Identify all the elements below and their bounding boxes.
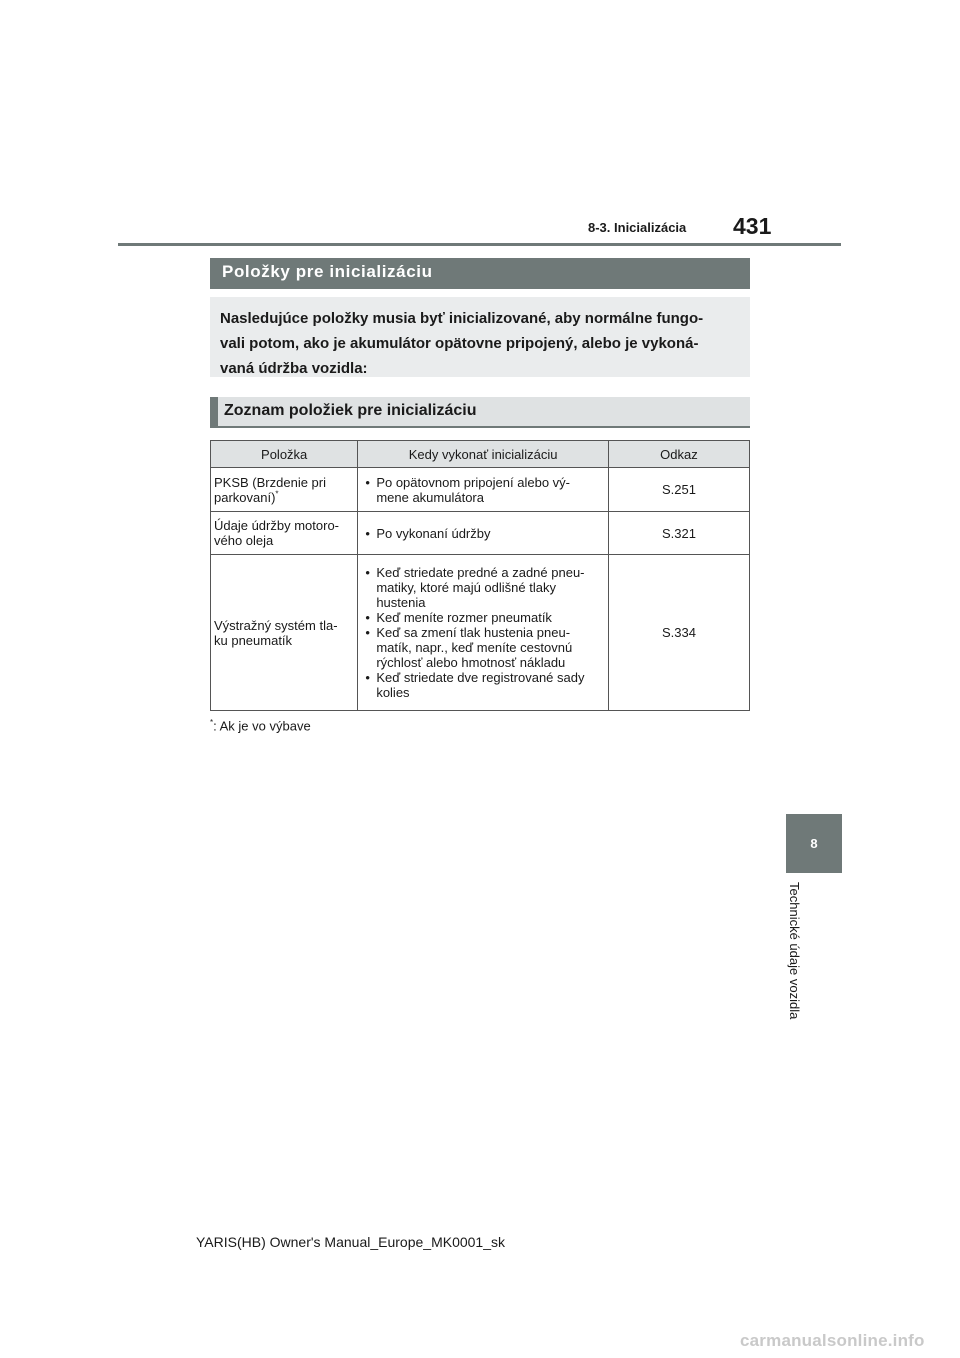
when-line: • Po opätovnom pripojení alebo vý- — [376, 474, 570, 490]
item-line-text: parkovaní) — [214, 489, 276, 505]
table-row — [211, 555, 750, 711]
when-list — [361, 565, 605, 700]
footnote-marker: * — [275, 489, 279, 499]
item-line: Výstražný systém tla- — [214, 617, 338, 633]
when-line: matiky, ktoré majú odlišné tlaky — [376, 580, 556, 595]
chapter-tab: 8 — [786, 814, 842, 873]
table-header-row — [211, 441, 750, 468]
intro-box — [210, 297, 750, 377]
reference-cell: S.321 — [608, 512, 749, 555]
initialization-table — [210, 440, 750, 711]
watermark: carmanualsonline.info — [740, 1331, 925, 1350]
when-line: • Po vykonaní údržby — [376, 525, 491, 541]
when-line: matík, napr., keď meníte cestovnú — [376, 640, 573, 655]
chapter-label: Technické údaje vozidla — [787, 882, 802, 1020]
subheading-bar — [210, 397, 750, 428]
when-item — [361, 526, 605, 541]
when-cell — [358, 555, 609, 711]
when-line: • Keď striedate predné a zadné pneu- — [376, 565, 585, 580]
reference-cell: S.334 — [608, 555, 749, 711]
intro-line: Nasledujúce položky musia byť inicializované, aby normálne fungo- — [220, 310, 704, 327]
footnote-marker: * — [210, 718, 214, 727]
when-line: • Keď meníte rozmer pneumatík — [376, 610, 552, 625]
section-heading: Položky pre inicializáciu — [222, 262, 433, 281]
column-header: Položka — [211, 441, 358, 468]
table-row — [211, 468, 750, 512]
when-line: • Keď striedate dve registrované sady — [376, 670, 585, 685]
footnote — [210, 718, 311, 733]
item-line: Údaje údržby motoro- — [214, 518, 339, 533]
subheading: Zoznam položiek pre inicializáciu — [224, 402, 477, 419]
intro-line: vaná údržba vozidla: — [220, 360, 368, 377]
when-line: kolies — [376, 685, 410, 700]
when-line: rýchlosť alebo hmotnosť nákladu — [376, 655, 566, 670]
when-item — [361, 475, 605, 505]
when-cell — [358, 468, 609, 512]
when-list — [361, 526, 605, 541]
column-header: Odkaz — [608, 441, 749, 468]
table-row — [211, 512, 750, 555]
item-line: vého oleja — [214, 533, 274, 548]
manual-footer: YARIS(HB) Owner's Manual_Europe_MK0001_sk — [196, 1234, 505, 1250]
when-cell — [358, 512, 609, 555]
footnote-text: : Ak je vo výbave — [213, 718, 311, 734]
item-cell — [211, 468, 358, 512]
item-line: ku pneumatík — [214, 632, 293, 648]
when-item — [361, 670, 605, 700]
item-cell — [211, 555, 358, 711]
column-header: Kedy vykonať inicializáciu — [358, 441, 609, 468]
item-cell — [211, 512, 358, 555]
item-line: PKSB (Brzdenie pri — [214, 474, 326, 490]
when-list — [361, 475, 605, 505]
when-line: mene akumulátora — [376, 489, 484, 505]
header-divider — [118, 243, 841, 246]
page-number: 431 — [733, 213, 772, 239]
when-item — [361, 565, 605, 610]
when-item — [361, 625, 605, 670]
section-heading-bar — [210, 258, 750, 289]
when-item — [361, 610, 605, 625]
when-line: • Keď sa zmení tlak hustenia pneu- — [376, 625, 571, 640]
intro-line: vali potom, ako je akumulátor opätovne pripojený, alebo je vykoná- — [220, 335, 699, 352]
item-line — [214, 490, 354, 505]
reference-cell: S.251 — [608, 468, 749, 512]
section-title: 8-3. Inicializácia — [588, 220, 687, 235]
when-line: hustenia — [376, 595, 426, 610]
